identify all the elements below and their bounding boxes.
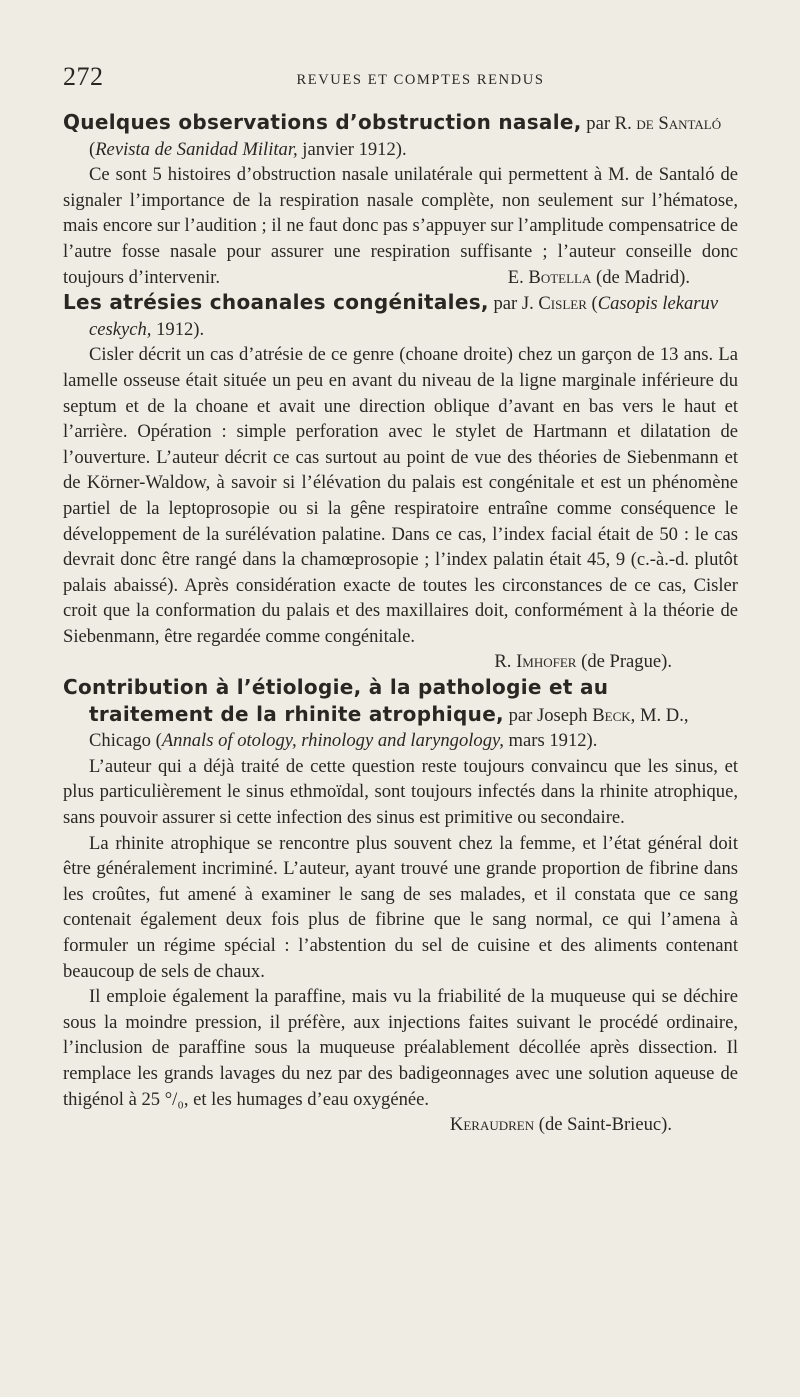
article-3-affiliation: , M. D., Chicago ( — [89, 704, 689, 752]
article-1-date: janvier 1912). — [297, 138, 407, 160]
article-3-title: Contribution à l’étiologie, à la pathologie et au traitement de la rhinite atrophique, — [63, 675, 609, 726]
article-1-author: Santaló — [658, 113, 722, 134]
article-3-source: Annals of otology, rhinology and laryngology, — [161, 730, 504, 752]
article-3-paragraph-3: Il emploie également la paraffine, mais vu la friabilité de la muqueuse qui se déchire sous la moindre pression, il préfère, aux injections faites suivant le procédé ordinaire, l’inclusion de paraffine sous la muqueuse préalablement décollée après dissection. Il remplace les grands lavages du nez par des badigeonnages avec une solution aqueuse de thigénol à 25 °/₀, et les humages d’eau oxygénée. — [63, 986, 738, 1110]
article-3-signature-name: Keraudren — [449, 1114, 535, 1136]
article-1-signature: E. Botella (de Madrid). — [507, 266, 690, 288]
article-2-byline: par J. — [488, 293, 539, 315]
article-3-paragraph-2: La rhinite atrophique se rencontre plus souvent chez la femme, et l’état général doit être généralement incriminé. L’auteur, ayant trouvé une grande proportion de fibrine dans les croûtes, fut amené à examiner le sang de ses malades, et il constata que ce sang contenait également deux fois plus de fibrine que le sang normal, ce qui l’amena à formuler un régime spécial : l’abstention du sel de cuisine et des aliments contenant beaucoup de sels de chaux. — [63, 832, 738, 982]
article-3-signature: Keraudren (de Saint-Brieuc). — [449, 1114, 672, 1136]
page-number: 272 — [63, 62, 104, 91]
article-1-byline: par R. — [581, 113, 637, 134]
article-1-body: Ce sont 5 histoires d’obstruction nasale unilatérale qui permettent à M. de Santaló de signaler l’importance de la respiration nasale complète, non seulement sur l’hématose, mais encore sur l’audition ; il ne faut donc pas s’appuyer sur l’amplitude compensatrice de l’autre fosse nasale pour assurer une respiration suffisante ; l’auteur conseille donc toujours d’intervenir. — [63, 164, 738, 288]
article-2-title: Les atrésies choanales congénitales, — [63, 290, 489, 315]
reviews-column — [63, 110, 738, 1138]
article-2-signature: R. Imhofer (de Prague). — [494, 651, 672, 673]
article-2-signature-name: Imhofer — [516, 651, 577, 673]
article-3-paragraph-1: L’auteur qui a déjà traité de cette question reste toujours convaincu que les sinus, et plus particulièrement le sinus ethmoïdal, sont toujours infectés dans la rhinite atrophique, sans pouvoir assurer si cette infection des sinus est primitive ou secondaire. — [63, 755, 738, 829]
article-1-source: Revista de Sanidad Militar, — [95, 138, 298, 160]
article-2-source: Casopis lekaruv ceskych, — [89, 293, 719, 340]
article-1-title: Quelques observations d’obstruction nasale, — [63, 110, 582, 134]
article-1-heading: Quelques observations d’obstruction nasale, par R. de Santaló (Revista de Sanidad Militar, janvier 1912). — [63, 110, 722, 160]
article-3-heading — [63, 675, 738, 754]
article-3-author: Beck — [592, 704, 631, 726]
page-header — [63, 62, 738, 96]
article-1-signature-name: Botella — [528, 266, 592, 288]
running-title: REVUES ET COMPTES RENDUS — [296, 72, 545, 88]
article-3-date: mars 1912). — [503, 730, 598, 752]
article-1-author-particle: de — [636, 113, 654, 134]
article-2-author: Cisler — [538, 293, 587, 315]
article-3-byline: par Joseph — [503, 704, 593, 726]
article-2-date: 1912). — [151, 318, 205, 340]
article-2-body: Cisler décrit un cas d’atrésie de ce genre (choane droite) chez un garçon de 13 ans. La lamelle osseuse était située un peu en avant du niveau de la ligne marginale inférieure du septum et de la choane et avait une direction oblique d’avant en bas vers le haut et l’arrière. Opération : simple perforation avec le stylet de Hartmann et dilatation de l’ouverture. L’auteur décrit ce cas surtout au point de vue des théories de Siebenmann et de Körner-Waldow, à savoir si l’élévation du palais est congénitale et est un phénomène partiel de la leptoprosopie ou si la gêne respiratoire entraîne comme conséquence le développement de la surélévation palatine. Dans ce cas, l’index facial était de 50 : le cas devrait donc être rangé dans la chamœprosopie ; l’index palatin était 45, 9 (c.-à.-d. plutôt palais abaissé). Après considération exacte de toutes les circonstances de ce cas, Cisler croit que la conformation du palais et des maxillaires doit, conformément à la théorie de Siebenmann, être regardée comme congénitale. — [63, 344, 738, 647]
article-2-heading: Les atrésies choanales congénitales, par J. Cisler (Casopis lekaruv ceskych, 1912). — [63, 290, 719, 340]
